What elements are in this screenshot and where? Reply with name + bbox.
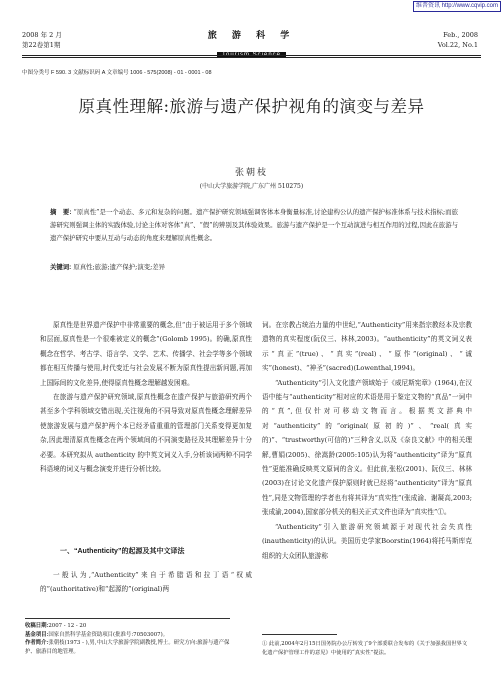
- header-rule-thin: [22, 57, 481, 58]
- right-column: [262, 318, 472, 563]
- keywords-text: 原真性;旅游;遗产保护;演变;差异: [73, 263, 166, 271]
- footnote-received: 收稿日期:2007 - 12 - 20: [25, 623, 87, 629]
- footnote-rule-right: [262, 634, 337, 635]
- article-info-footnote: [25, 622, 240, 656]
- footnote-1: ① 此前,2004年2月15日国务院办公厅转发了9个部委联合发布的《关于加强我国世界文化遗产保护管理工作的意见》中使用的“真实性”提法。: [262, 641, 468, 656]
- body-paragraph: 一般认为,“Authenticity”来自于希腊语和拉丁语“权威的”(authoritative)和“起源的”(original)两: [40, 571, 252, 594]
- header-volume: 第22卷第1期: [22, 41, 61, 49]
- header-date: 2008 年 2 月: [22, 31, 62, 39]
- abstract-text: “原真性”是一个动态、多元和复杂的问题。遗产保护研究领域强调客体本身衡量标准,讨论建构公认的遗产保护标准体系与技术指标;而旅游研究则强调主体的实践体验,讨论主体对客体“真”、“假”的辨别及其体验效果。旅游与遗产保护是一个互动演进与相互作用的过程,因此在旅游与遗产保护研究中要从互动与动态的角度来理解原真性概念。: [50, 208, 458, 242]
- section-body: [40, 568, 252, 597]
- source-stamp: 维普资讯 http://www.cqvip.com: [413, 1, 501, 12]
- section-heading: 一、“Authenticity”的起源及其中文译法: [60, 548, 185, 555]
- body-paragraph: 在旅游与遗产保护研究领域,原真性概念在遗产保护与旅游研究两个甚至多个学科领域交错出现,关注视角的不同导致对原真性概念理解差异使旅游发展与遗产保护两个本已经矛盾重重的管理部门关系变得更加复杂,因此理清原真性概念在两个领域间的不同演变路径及其理解差异十分必要。本研究拟从 authenticity 的中英文词义入手,分析该词两种不同学科语境的词义与概念演变并进行分析比较。: [40, 393, 252, 474]
- author-affiliation: (中山大学旅游学院,广东广州 510275): [199, 183, 304, 190]
- left-column: [40, 318, 252, 476]
- body-paragraph: “Authenticity”引入文化遗产领域始于《威尼斯宪章》(1964),在汉语中能与“authenticity”相对应的术语是用于鉴定文物的“真品”一词中的“真”,但仅针对可移动文物而言。根据英文辞典中对“authenticity”的“original(原初的)”、“real(真实的)”、“trustworthy(可信的)”三种含义,以及《奈良文献》中的相关理解,曹娟(2005)、徐嵩龄(2005:105)认为将“authenticity”译为“原真性”更能准确反映英文原词的含义。但此前,张松(2001)、阮仪三、林林(2003)在讨论文化遗产保护原则时就已经将“authenticity”译为“原真性”,同是文物管理的学者也有将其译为“真实性”(张成渝、谢凝高,2003;张成渝,2004),国家部分机关的相关正式文件也译为“真实性”①。: [262, 378, 472, 517]
- classification-line: 中图分类号 F 590. 3 文献标识码 A 文章编号 1006 - 575(2008) - 01 - 0001 - 08: [22, 70, 212, 76]
- body-paragraph: 原真性是世界遗产保护中非常重要的概念,但“由于被运用于多个领域和层面,原真性是一个很难被定义的概念”(Golomb 1995)。的确,原真性概念在哲学、考古学、语言学、文学、艺术、传播学、社会学等多个领域都在相互传播与使用,时代变迁与社会发展不断为原真性提出新问题,再加上国际间的文化差异,使得原真性概念理解越发困难。: [40, 321, 252, 387]
- journal-name: 旅 游 科 学: [207, 31, 296, 41]
- footnote-author-bio: 作者简介:张朝枝(1973 - ),男,中山大学旅游学院副教授,博士。研究方向:旅游与遗产保护、旅游目的地管理。: [25, 640, 230, 655]
- keywords-label: 关键词:: [50, 264, 72, 271]
- abstract-label: 摘 要:: [50, 209, 72, 216]
- paper-title: 原真性理解:旅游与遗产保护视角的演变与差异: [78, 97, 425, 116]
- header-rule: [22, 55, 481, 56]
- journal-name-en: Tourism Science: [217, 52, 286, 58]
- keywords: [50, 262, 458, 271]
- body-paragraph: 词。在宗教占统治力量的中世纪,“Authenticity”用来指宗教经本及宗教遗物的真实程度(阮仪三、林林,2003)。“authenticity”的英文词义表示“真正”(true)、“真实”(real)、“原作”(original)、“诚实”(honest)、“神圣”(sacred)(Lowenthal,1994)。: [262, 321, 472, 373]
- header-right: [438, 30, 478, 50]
- body-paragraph: “Authenticity”引入旅游研究领域源于对现代社会失真性(inauthenticity)的认识。美国历史学家Boorstin(1964)将托马斯库克组织的大众团队旅游称: [262, 522, 472, 560]
- footnote-funding: 基金项目:国家自然科学基金资助项目(批准号:70503007)。: [25, 631, 169, 638]
- footnote-rule: [25, 618, 230, 619]
- author-name: 张朝枝: [234, 168, 268, 178]
- header-volume-en: Vol.22, No.1: [437, 41, 478, 49]
- header-date-en: Feb., 2008: [443, 31, 478, 39]
- abstract: [50, 206, 458, 245]
